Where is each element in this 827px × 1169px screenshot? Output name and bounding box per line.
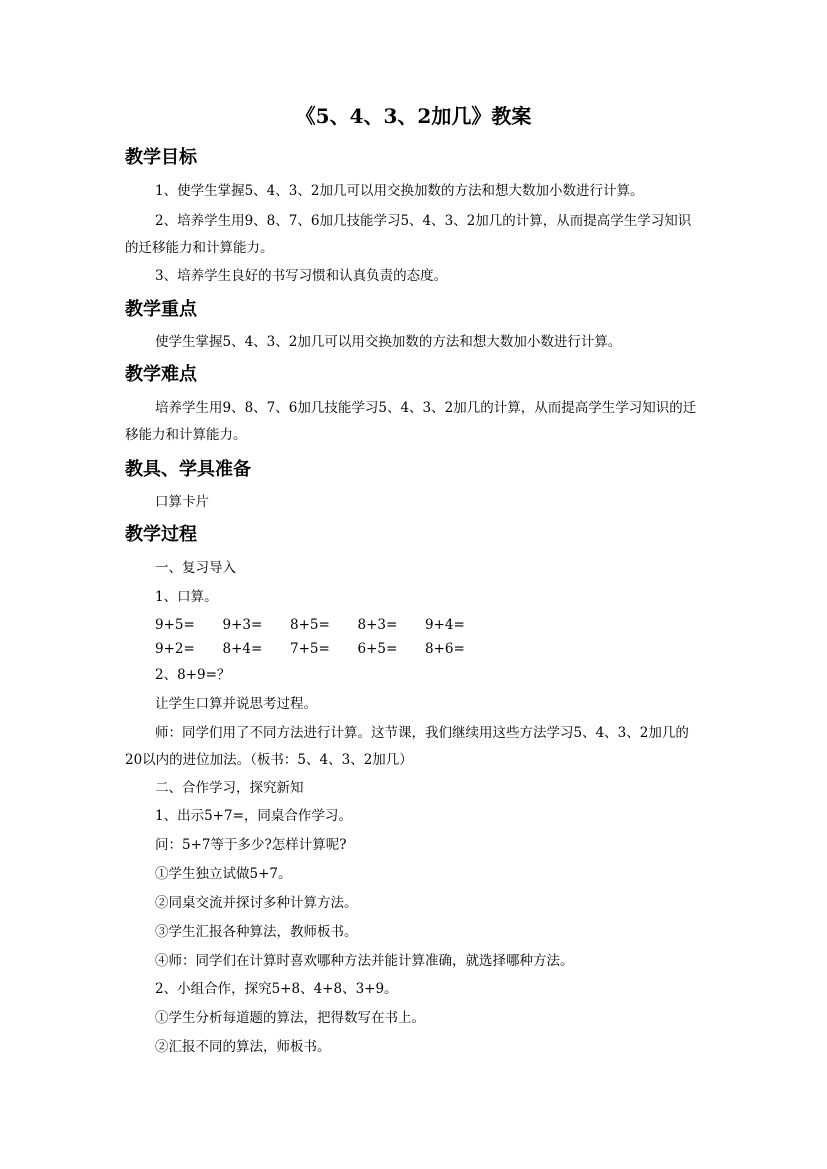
page-title: 《5、4、3、2加几》教案 bbox=[295, 104, 532, 128]
heading-tools: 教具、学具准备 bbox=[125, 459, 251, 480]
oral-item: 9+3= bbox=[222, 617, 263, 633]
oral-item: 8+3= bbox=[357, 617, 398, 633]
group-text: 2、小组合作，探究5+8、4+8、3+9。 bbox=[155, 981, 398, 997]
key-points-text: 使学生掌握5、4、3、2加几可以用交换加数的方法和想大数加小数进行计算。 bbox=[155, 334, 622, 350]
heading-difficulty: 教学难点 bbox=[125, 364, 197, 385]
oral-row-1 bbox=[155, 614, 493, 636]
oral-label: 1、口算。 bbox=[155, 589, 218, 605]
oral-item: 8+5= bbox=[290, 617, 330, 633]
explain-text: 让学生口算并说思考过程。 bbox=[155, 696, 317, 712]
heading-goals: 教学目标 bbox=[125, 147, 197, 168]
oral-item: 8+6= bbox=[425, 641, 465, 657]
step-2: ②同桌交流并探讨多种计算方法。 bbox=[155, 895, 358, 911]
question-2: 2、8+9=？ bbox=[155, 667, 231, 683]
oral-item: 6+5= bbox=[357, 641, 398, 657]
group-step-1: ①学生分析每道题的算法，把得数写在书上。 bbox=[155, 1010, 425, 1026]
oral-row-2 bbox=[155, 638, 493, 660]
group-step-2: ②汇报不同的算法，师板书。 bbox=[155, 1039, 331, 1055]
step-4: ④师：同学们在计算时喜欢哪种方法并能计算准确，就选择哪种方法。 bbox=[155, 953, 574, 969]
step-3: ③学生汇报各种算法，教师板书。 bbox=[155, 924, 358, 940]
step1-title: 一、复习导入 bbox=[155, 560, 236, 576]
difficulty-text: 培养学生用9、8、7、6加几技能学习5、4、3、2加几的计算，从而提高学生学习知识的迁移能力和计算能力。 bbox=[125, 400, 697, 443]
oral-item: 9+5= bbox=[155, 617, 195, 633]
show-text: 1、出示5+7=，同桌合作学习。 bbox=[155, 808, 352, 824]
step2-title: 二、合作学习，探究新知 bbox=[155, 780, 304, 796]
tools-text: 口算卡片 bbox=[155, 494, 209, 510]
goal-item-3: 3、培养学生良好的书写习惯和认真负责的态度。 bbox=[155, 268, 448, 284]
teacher-text: 师：同学们用了不同方法进行计算。这节课，我们继续用这些方法学习5、4、3、2加几的20以内的进位加法。（板书：5、4、3、2加几） bbox=[125, 725, 689, 768]
oral-item: 7+5= bbox=[290, 641, 330, 657]
ask-text: 问：5+7等于多少?怎样计算呢? bbox=[155, 837, 347, 853]
goal-item-1: 1、使学生掌握5、4、3、2加几可以用交换加数的方法和想大数加小数进行计算。 bbox=[155, 183, 644, 199]
oral-item: 8+4= bbox=[222, 641, 263, 657]
oral-item: 9+4= bbox=[425, 617, 465, 633]
heading-key-points: 教学重点 bbox=[125, 299, 197, 320]
step-1: ①学生独立试做5+7。 bbox=[155, 866, 292, 882]
heading-process: 教学过程 bbox=[125, 524, 197, 545]
oral-item: 9+2= bbox=[155, 641, 195, 657]
goal-item-2: 2、培养学生用9、8、7、6加几技能学习5、4、3、2加几的计算，从而提高学生学习知识的迁移能力和计算能力。 bbox=[125, 213, 692, 256]
